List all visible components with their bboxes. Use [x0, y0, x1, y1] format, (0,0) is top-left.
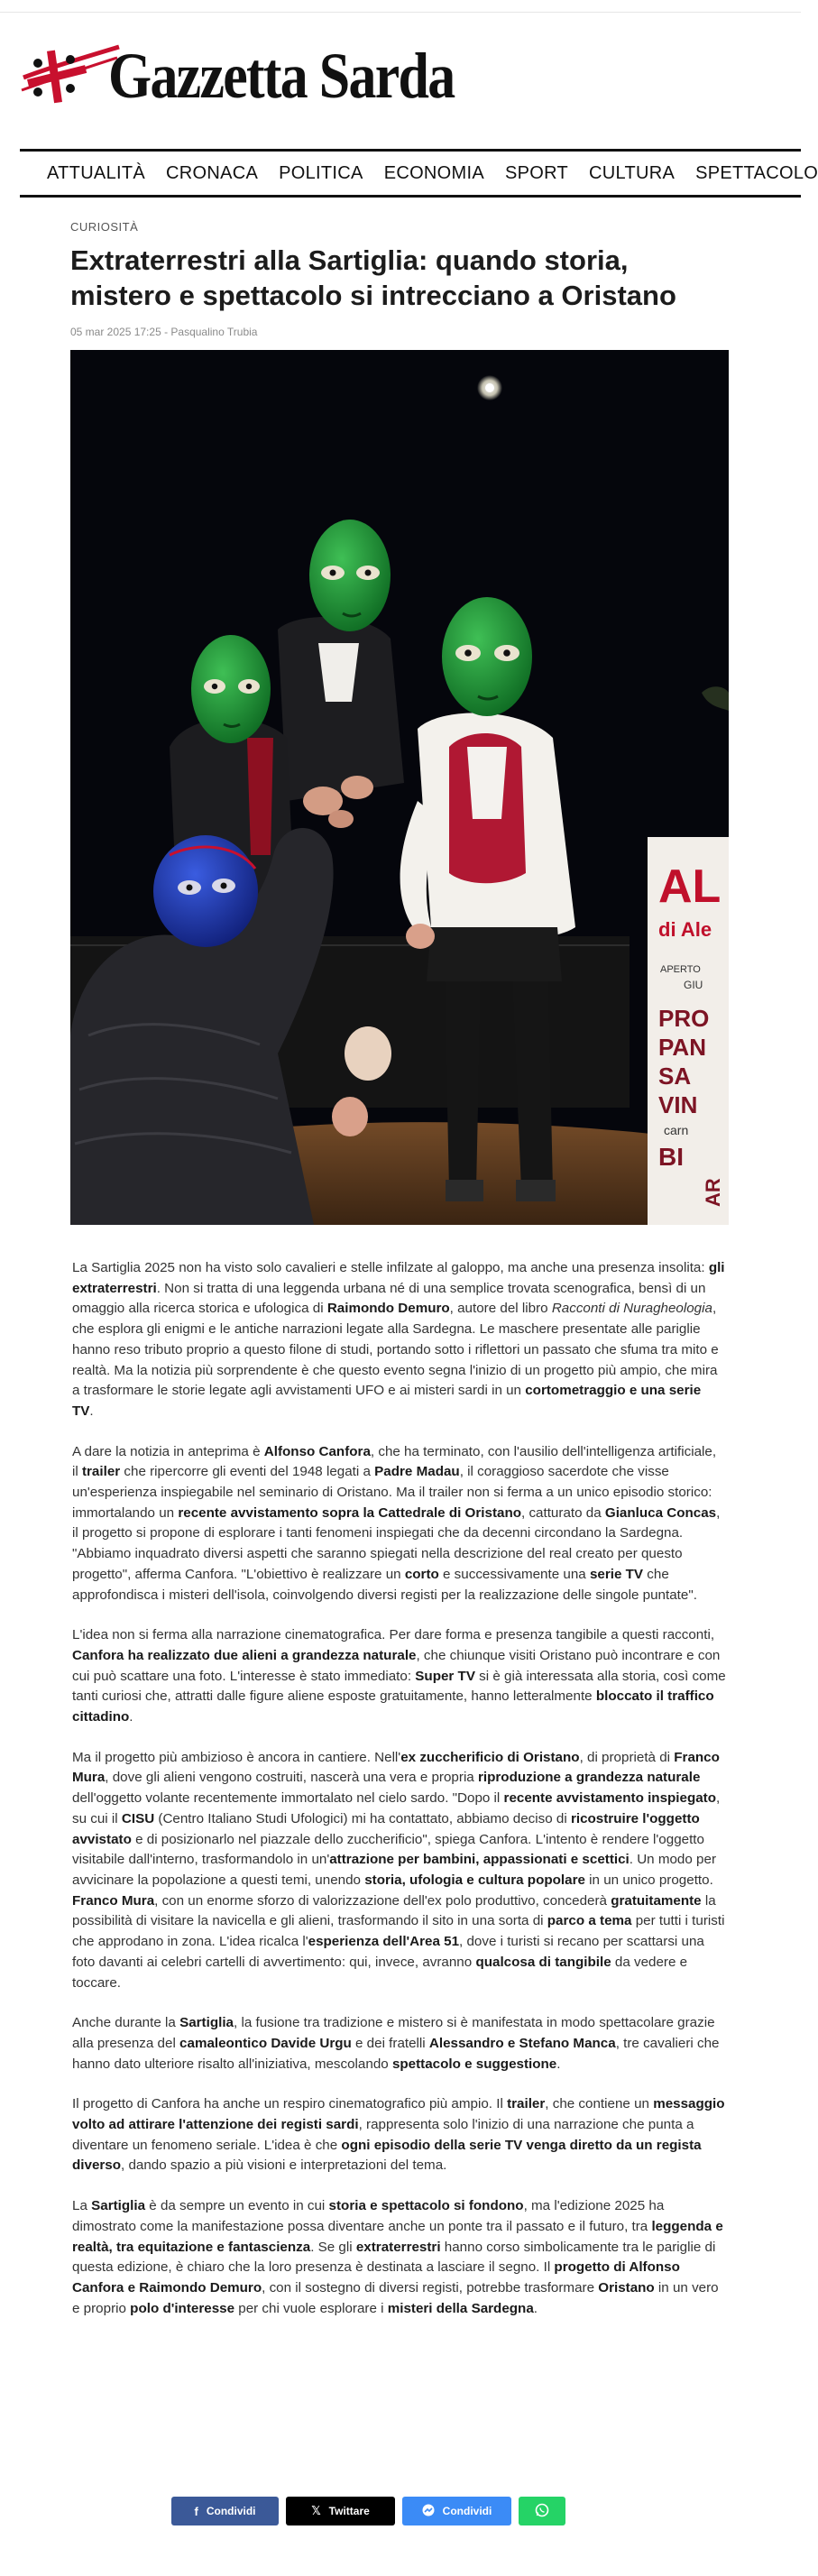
nav-item-cultura[interactable]: CULTURA	[589, 162, 676, 183]
banner-text: AL	[658, 860, 721, 913]
article-header	[70, 215, 729, 338]
article-paragraph: Il progetto di Canfora ha anche un respiro cinematografico più ampio. Il trailer, che contiene un messaggio volto ad attirare l'attenzione dei registi sardi, rappresenta solo l'inizio di una narrazione che punta a diventare un fenomeno seriale. L'idea è che ogni episodio della serie TV venga diretto da un regista diverso, dando spazio a più visioni e interpretazioni del tema.	[72, 2096, 725, 2174]
emphasis-text: recente avvistamento inspiegato	[503, 1790, 717, 1807]
nav-item-economia[interactable]: ECONOMIA	[383, 162, 484, 183]
emphasis-text: progetto di Alfonso Canfora e Raimondo Demuro	[72, 2259, 680, 2295]
banner-text: APERTO	[660, 964, 701, 975]
emphasis-text: trailer	[507, 2096, 546, 2112]
banner-text: di Ale	[658, 918, 712, 941]
emphasis-text: cortometraggio e una serie TV	[72, 1383, 702, 1419]
share-messenger-button[interactable]	[402, 2497, 511, 2525]
facebook-icon: f	[194, 2504, 198, 2518]
article-title: Extraterrestri alla Sartiglia: quando storia, mistero e spettacolo si intrecciano a Oristano	[70, 244, 676, 311]
emphasis-text: polo d'interesse	[130, 2300, 235, 2316]
sardinia-flag-icon	[20, 41, 121, 110]
article-paragraph: Ma il progetto più ambizioso è ancora in cantiere. Nell'ex zuccherificio di Oristano, di proprietà di Franco Mura, dove gli alieni vengono costruiti, nascerà una vera e propria riproduzione a grandezza naturale dell'oggetto volante recentemente immortalato nel cielo sardo. "Dopo il recente avvistamento inspiegato, su cui il CISU (Centro Italiano Studi Ufologici) mi ha contattato, abbiamo deciso di ricostruire l'oggetto avvistato e di posizionarlo nel piazzale dello zuccherificio", spiega Canfora. L'intento è rendere l'oggetto visitabile dall'interno, trasformandolo in un'attrazione per bambini, appassionati e scettici. Un modo per avvicinare la popolazione a questi temi, unendo storia, ufologia e cultura popolare in un unico progetto. Franco Mura, con un enorme sforzo di valorizzazione dell'ex polo produttivo, concederà gratuitamente la possibilità di visitare la navicella e gli alieni, trasformando il sito in una sorta di parco a tema per tutti i turisti che approdano in zona. L'idea ricalca l'esperienza dell'Area 51, dove i turisti si recano per scattarsi una foto davanti ai celebri cartelli di avvertimento: qui, invece, avranno qualcosa di tangibile da vedere e toccare.	[72, 1749, 725, 1991]
x-icon: 𝕏	[311, 2504, 321, 2517]
emphasis-text: Sartiglia	[179, 2015, 234, 2031]
share-whatsapp-button[interactable]	[519, 2497, 565, 2525]
emphasis-text: recente avvistamento sopra la Cattedrale di Oristano	[178, 1504, 522, 1521]
emphasis-text: Gianluca Concas	[604, 1504, 717, 1521]
banner-text: VIN	[658, 1091, 698, 1118]
share-facebook-button[interactable]	[171, 2497, 279, 2525]
emphasis-text: ogni episodio della serie TV venga diretto da un regista diverso	[72, 2137, 702, 2174]
article-paragraph: La Sartiglia è da sempre un evento in cui storia e spettacolo si fondono, ma l'edizione 2025 ha dimostrato come la manifestazione possa diventare anche un ponte tra il passato e il futuro, tra leggenda e realtà, tra equitazione e fantascienza. Se gli extraterrestri hanno corso simbolicamente tra le pariglie di questa edizione, è chiaro che la loro presenza è destinata a lasciare il segno. Il progetto di Alfonso Canfora e Raimondo Demuro, con il sostegno di diversi registi, potrebbe trasformare Oristano in un vero e proprio polo d'interesse per chi vuole esplorare i misteri della Sardegna.	[72, 2198, 723, 2316]
article-paragraph: Anche durante la Sartiglia, la fusione tra tradizione e mistero si è manifestata in modo spettacolare grazie alla presenza del camaleontico Davide Urgu e dei fratelli Alessandro e Stefano Manca, tre cavalieri che hanno dato ulteriore risalto all'iniziativa, mescolando spettacolo e suggestione.	[72, 2015, 720, 2072]
share-messenger-label: Condividi	[442, 2505, 492, 2517]
nav-item-cronaca[interactable]: CRONACA	[166, 162, 259, 183]
emphasis-text: Super TV	[415, 1668, 475, 1684]
emphasis-text: qualcosa di tangibile	[475, 1954, 611, 1970]
emphasis-text: gli extraterrestri	[72, 1260, 725, 1296]
article-paragraph: L'idea non si ferma alla narrazione cinematografica. Per dare forma e presenza tangibile a questi racconti, Canfora ha realizzato due alieni a grandezza naturale, che chiunque visiti Oristano può incontrare e con cui può scattare una foto. L'interesse è stato immediato: Super TV si è già interessata alla storia, così come tanti curiosi che, attratti dalle figure aliene esposte gratuitamente, hanno letteralmente bloccato il traffico cittadino.	[72, 1627, 726, 1725]
banner-text: carn	[664, 1123, 689, 1137]
article-paragraph: La Sartiglia 2025 non ha visto solo cavalieri e stelle infilzate al galoppo, ma anche una presenza insolita: gli extraterrestri. Non si tratta di una leggenda urbana né di una semplice trovata scenografica, bensì di un omaggio alla ricerca storica e ufologica di Raimondo Demuro, autore del libro Racconti di Nuragheologia, che esplora gli enigmi e le antiche narrazioni legate alla Sardegna. Le maschere presentate alle pariglie hanno reso tributo proprio a questo filone di studi, portando sotto i riflettori un passato che sfuma tra mito e realtà. Ma la notizia più sorprendente è che questo evento segna l'inizio di un progetto più ampio, che mira a trasformare le storie legate agli avvistamenti UFO e ai misteri sardi in un cortometraggio e una serie TV.	[72, 1260, 725, 1419]
banner-text: GIU	[684, 979, 703, 991]
site-title: Gazzetta Sarda	[108, 40, 455, 112]
share-bar	[171, 2497, 565, 2525]
emphasis-text: attrazione per bambini, appassionati e scettici	[329, 1852, 630, 1868]
emphasis-text: storia, ufologia e cultura popolare	[364, 1872, 585, 1888]
emphasis-text: Franco Mura	[72, 1892, 155, 1909]
emphasis-text: gratuitamente	[611, 1892, 702, 1909]
emphasis-text: Alfonso Canfora	[263, 1443, 371, 1459]
banner-text: BI	[658, 1143, 684, 1171]
article-meta: 05 mar 2025 17:25 - Pasqualino Trubia	[70, 326, 258, 338]
emphasis-text: Canfora ha realizzato due alieni a grandezza naturale	[72, 1647, 417, 1663]
emphasis-text: messaggio volto ad attirare l'attenzione dei registi sardi	[72, 2096, 725, 2133]
share-facebook-label: Condividi	[206, 2505, 256, 2517]
article-paragraph: A dare la notizia in anteprima è Alfonso Canfora, che ha terminato, con l'ausilio dell'intelligenza artificiale, il trailer che ripercorre gli eventi del 1948 legati a Padre Madau, il coraggioso sacerdote che visse un'esperienza inspiegabile nel seminario di Oristano. Ma il trailer non si ferma a un unico episodio storico: immortalando un recente avvistamento sopra la Cattedrale di Oristano, catturato da Gianluca Concas, il progetto si propone di esplorare i tanti fenomeni inspiegati che da decenni circondano la Sardegna. "Abbiamo inquadrato diversi aspetti che saranno spiegati nella descrizione del real creato per questo progetto", afferma Canfora. "L'obiettivo è realizzare un corto e successivamente una serie TV che approfondisca i misteri dell'isola, coinvolgendo diversi registi per la realizzazione delle singole puntate".	[72, 1443, 721, 1603]
article-body	[72, 1258, 726, 2339]
emphasis-text: Oristano	[598, 2279, 655, 2295]
nav-item-politica[interactable]: POLITICA	[279, 162, 363, 183]
emphasis-text: Alessandro e Stefano Manca	[428, 2035, 616, 2051]
emphasis-text: CISU	[121, 1810, 155, 1826]
article-category[interactable]: CURIOSITÀ	[70, 220, 139, 234]
emphasis-text: spettacolo e suggestione	[391, 2056, 557, 2072]
article-hero-image	[70, 350, 729, 1225]
share-twitter-label: Twittare	[328, 2505, 370, 2517]
emphasis-text: esperienza dell'Area 51	[308, 1934, 460, 1950]
emphasis-text: ex zuccherificio di Oristano	[400, 1749, 580, 1765]
whatsapp-icon	[535, 2503, 549, 2520]
emphasis-text: storia e spettacolo si fondono	[328, 2198, 524, 2214]
emphasis-text: bloccato il traffico cittadino	[72, 1688, 714, 1725]
site-logo[interactable]	[20, 36, 455, 117]
nav-item-sport[interactable]: SPORT	[504, 162, 569, 183]
emphasis-text: extraterrestri	[355, 2239, 441, 2255]
nav-item-spettacolo[interactable]: SPETTACOLO	[695, 162, 818, 183]
emphasis-text: riproduzione a grandezza naturale	[477, 1770, 701, 1786]
share-twitter-button[interactable]	[286, 2497, 395, 2525]
emphasis-text: leggenda e realtà, tra equitazione e fantascienza	[72, 2218, 723, 2255]
book-title: Racconti di Nuragheologia	[551, 1301, 712, 1317]
emphasis-text: ricostruire l'oggetto avvistato	[72, 1810, 700, 1847]
messenger-icon	[422, 2504, 435, 2519]
emphasis-text: Raimondo Demuro	[326, 1301, 450, 1317]
emphasis-text: misteri della Sardegna	[387, 2300, 534, 2316]
emphasis-text: Sartiglia	[91, 2198, 146, 2214]
top-divider	[0, 12, 801, 13]
banner-text: PAN	[658, 1034, 706, 1061]
emphasis-text: Padre Madau	[374, 1464, 460, 1480]
emphasis-text: camaleontico Davide Urgu	[179, 2035, 352, 2051]
main-nav	[20, 149, 818, 198]
banner-text: PRO	[658, 1005, 710, 1032]
emphasis-text: serie TV	[589, 1566, 644, 1582]
banner-text: AR	[702, 1178, 724, 1207]
emphasis-text: parco a tema	[547, 1913, 632, 1929]
nav-item-attualita[interactable]: ATTUALITÀ	[47, 162, 146, 183]
emphasis-text: corto	[404, 1566, 439, 1582]
emphasis-text: Franco Mura	[72, 1749, 720, 1786]
emphasis-text: trailer	[81, 1464, 121, 1480]
banner-text: SA	[658, 1063, 692, 1090]
